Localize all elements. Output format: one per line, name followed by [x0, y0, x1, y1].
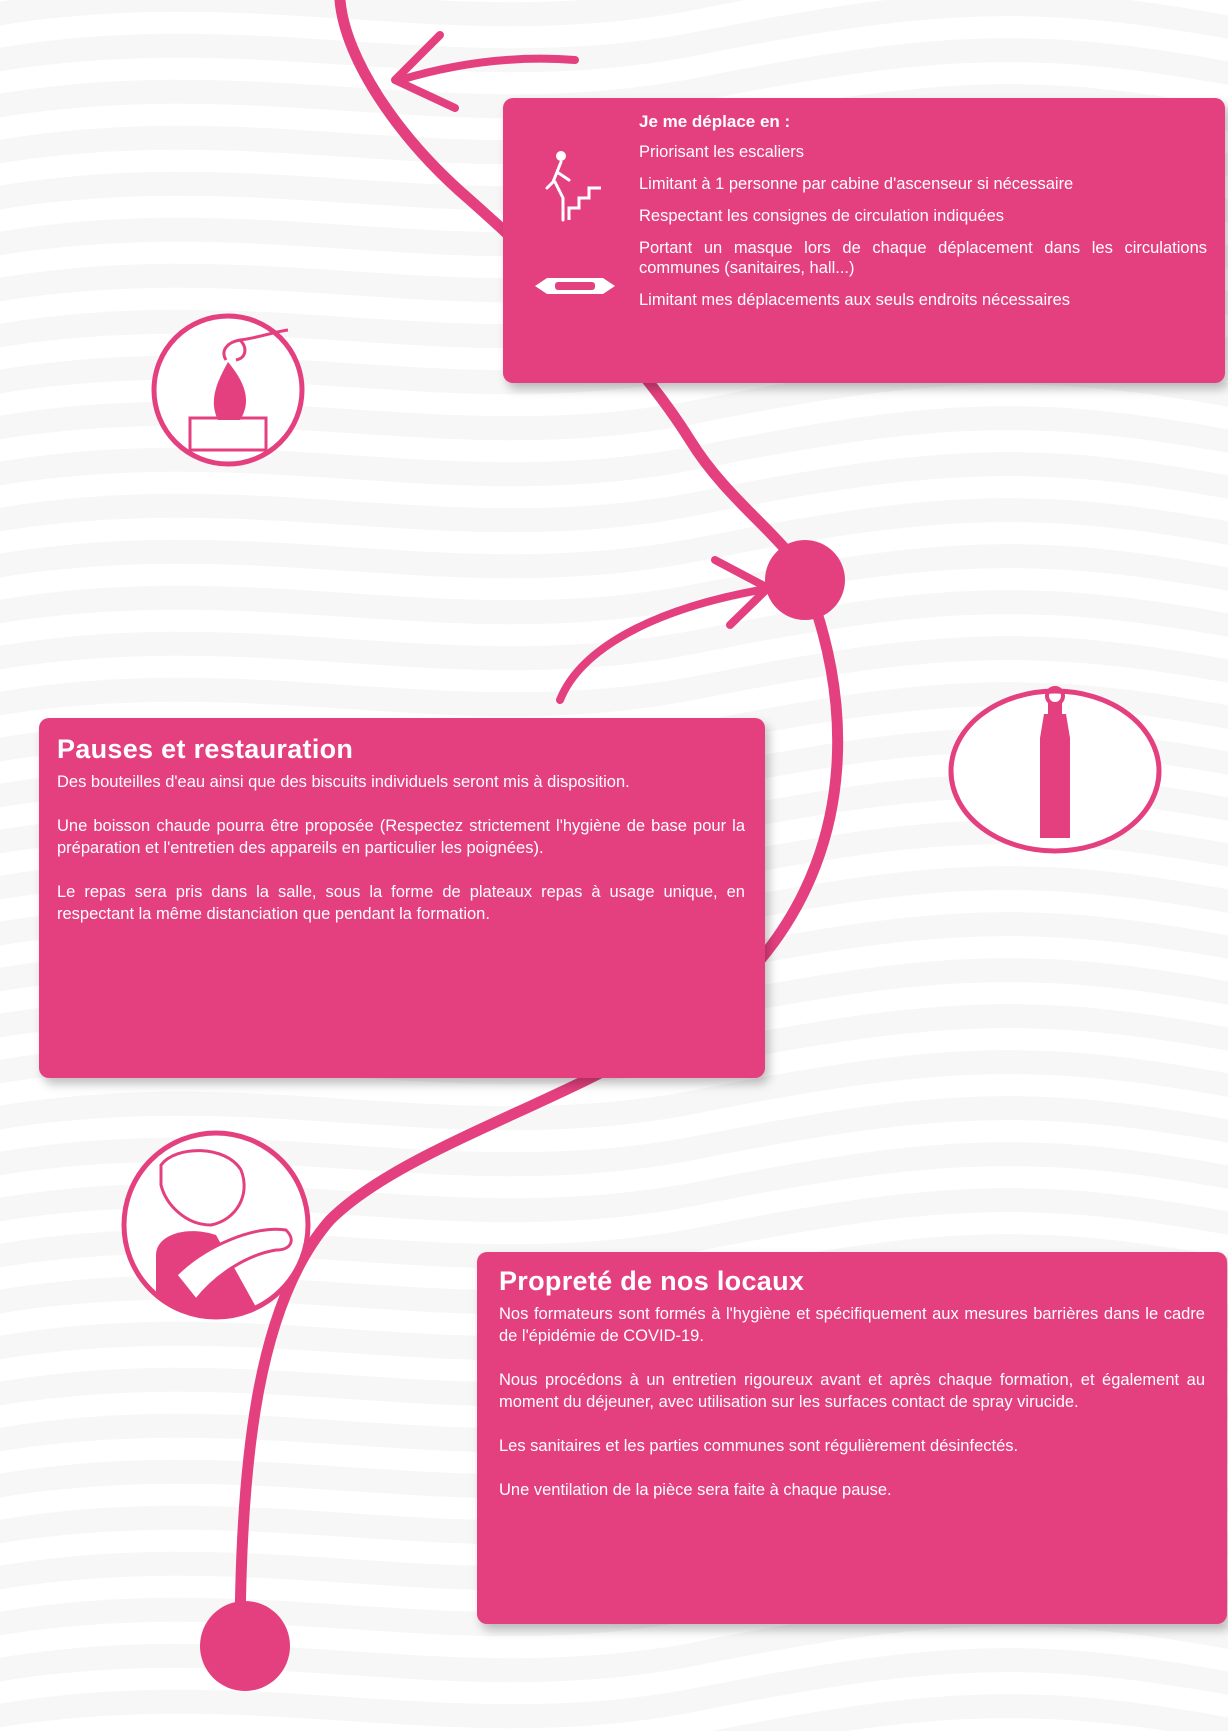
movement-item: Respectant les consignes de circulation indiquées — [639, 207, 1005, 225]
pauses-paragraph: Des bouteilles d'eau ainsi que des biscuits individuels seront mis à disposition. — [57, 773, 630, 791]
path-dot-middle — [765, 540, 845, 620]
movement-item: Priorisant les escaliers — [639, 143, 805, 161]
movement-item: Limitant mes déplacements aux seuls endroits nécessaires — [639, 291, 1071, 309]
water-bottle-icon — [946, 686, 1164, 856]
pauses-paragraph: Une boisson chaude pourra être proposée (Respectez strictement l'hygiène de base pour la préparation et l'entretien des appareils en particulier les poignées). — [57, 817, 745, 857]
sneeze-in-elbow-icon — [116, 1125, 316, 1325]
path-dot-bottom — [200, 1601, 290, 1691]
cleanliness-paragraph: Une ventilation de la pièce sera faite à chaque pause. — [499, 1481, 892, 1499]
cleanliness-paragraph: Nous procédons à un entretien rigoureux avant et après chaque formation, et également au moment du déjeuner, avec utilisation sur les surfaces contact de spray virucide. — [499, 1371, 1205, 1411]
cleanliness-card — [477, 1252, 1227, 1624]
pauses-title: Pauses et restauration — [57, 734, 354, 764]
pauses-paragraph: Le repas sera pris dans la salle, sous la forme de plateaux repas à usage unique, en respectant la même distanciation que pendant la formation. — [57, 883, 745, 923]
middle-arrow — [560, 560, 768, 700]
stairs-person-icon — [543, 148, 603, 228]
face-mask-icon — [533, 273, 617, 299]
movement-heading: Je me déplace en : — [639, 112, 791, 131]
tissue-box-icon — [148, 310, 308, 470]
cleanliness-paragraph: Les sanitaires et les parties communes sont régulièrement désinfectés. — [499, 1437, 1019, 1455]
movement-card — [503, 98, 1225, 383]
cleanliness-paragraph: Nos formateurs sont formés à l'hygiène et spécifiquement aux mesures barrières dans le cadre de l'épidémie de COVID-19. — [499, 1305, 1205, 1345]
movement-item: Portant un masque lors de chaque déplacement dans les circulations communes (sanitaires, hall...) — [639, 239, 1207, 277]
cleanliness-title: Propreté de nos locaux — [499, 1266, 805, 1296]
movement-item: Limitant à 1 personne par cabine d'ascenseur si nécessaire — [639, 175, 1074, 193]
pauses-card — [39, 718, 765, 1078]
